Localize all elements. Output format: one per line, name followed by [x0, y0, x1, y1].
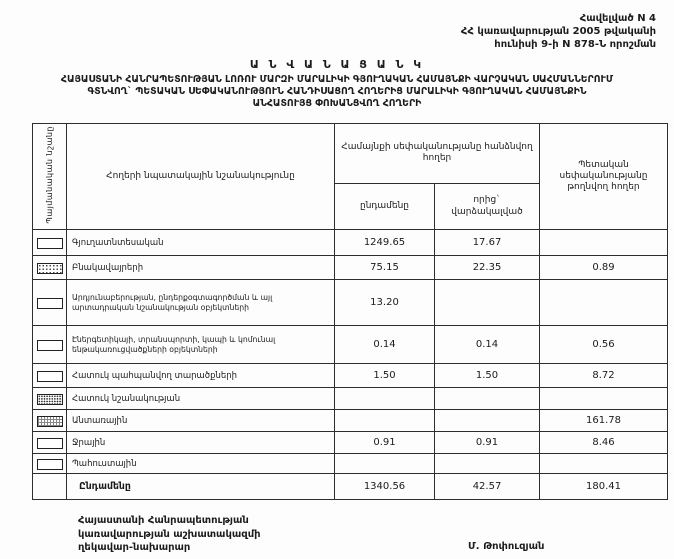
table-row [33, 432, 668, 454]
legend-swatch-icon [37, 298, 63, 309]
value-of-which: 22.35 [435, 256, 540, 280]
land-category-label: Ջրային [67, 432, 335, 454]
value-state: 0.56 [540, 326, 668, 364]
signatory-title-line-3: ղեկավար-նախարար [78, 542, 191, 554]
value-state: 8.46 [540, 432, 668, 454]
total-value-state: 180.41 [540, 474, 668, 500]
table-row [33, 256, 668, 280]
value-of-which [435, 454, 540, 474]
table-row [33, 280, 668, 326]
land-category-label: Բնակավայրերի [67, 256, 335, 280]
table-row [33, 410, 668, 432]
table-total-row [33, 474, 668, 500]
signature-block [78, 514, 666, 555]
value-total: 1249.65 [335, 230, 435, 256]
header-community-group: Համայնքի սեփականությանը հանձնվող հողեր [335, 123, 540, 183]
value-of-which [435, 280, 540, 326]
value-of-which: 17.67 [435, 230, 540, 256]
total-value-total: 1340.56 [335, 474, 435, 500]
value-total [335, 454, 435, 474]
appendix-reference [8, 12, 666, 51]
appendix-line-3: հունիսի 9-ի N 878-Ն որոշման [494, 39, 656, 50]
value-state: 8.72 [540, 364, 668, 388]
header-purpose: Հողերի նպատակային նշանակությունը [67, 123, 335, 230]
header-total: ընդամենը [335, 183, 435, 230]
table-row [33, 230, 668, 256]
value-of-which [435, 410, 540, 432]
value-of-which: 0.14 [435, 326, 540, 364]
total-label: Ընդամենը [67, 474, 335, 500]
legend-swatch-icon [37, 263, 63, 274]
total-value-of-which: 42.57 [435, 474, 540, 500]
header-state-lands: Պետական սեփականությանը թողնվող հողեր [540, 123, 668, 230]
value-total [335, 410, 435, 432]
value-state: 0.89 [540, 256, 668, 280]
legend-swatch-icon [37, 438, 63, 449]
legend-swatch-icon [37, 371, 63, 382]
value-state [540, 280, 668, 326]
land-category-label: Պահուստային [67, 454, 335, 474]
value-total [335, 388, 435, 410]
legend-swatch-icon [37, 416, 63, 427]
value-total: 0.14 [335, 326, 435, 364]
title-line-1: ՀԱՅԱՍՏԱՆԻ ՀԱՆՐԱՊԵՏՈՒԹՅԱՆ ԼՈՌՈՒ ՄԱՐԶԻ ՄԱՐԱԼԻԿԻ ԳՅՈՒՂԱԿԱՆ ՀԱՄԱՅՆՔԻ ՎԱՐՉԱԿԱՆ ՍԱՀՄԱՆՆԵՐՈՒՄ [60, 74, 614, 86]
title-line-3: ԱՆՀԱՏՈՒՅՑ ՓՈԽԱՆՑՎՈՂ ՀՈՂԵՐԻ [252, 98, 422, 110]
legend-swatch-icon [37, 394, 63, 405]
value-state: 161.78 [540, 410, 668, 432]
appendix-line-2: ՀՀ կառավարության 2005 թվականի [460, 26, 656, 37]
appendix-line-1: Հավելված N 4 [579, 13, 656, 24]
land-category-label: Գյուղատնտեսական [67, 230, 335, 256]
land-transfer-table [32, 123, 668, 501]
header-of-which: որից` վարձակալված [435, 183, 540, 230]
land-category-label: Էներգետիկայի, տրանսպորտի, կապի և կոմունալ ենթակառուցվածքների օբյեկտների [67, 326, 335, 364]
title-line-2: ԳՏՆՎՈՂ` ՊԵՏԱԿԱՆ ՍԵՓԱԿԱՆՈՒԹՅՈՒՆ ՀԱՆԴԻՍԱՑՈՂ ՀՈՂԵՐԻՑ ՄԱՐԱԼԻԿԻ ԳՅՈՒՂԱԿԱՆ ՀԱՄԱՅՆՔԻՆ [87, 86, 587, 98]
document-title [8, 58, 666, 111]
value-state [540, 388, 668, 410]
header-symbol-label: Պայմանական նշանը [44, 125, 54, 224]
signatory-title-line-1: Հայաստանի Հանրապետության [78, 515, 249, 527]
legend-swatch-icon [37, 238, 63, 249]
value-state [540, 454, 668, 474]
land-category-label: Հատուկ պահպանվող տարածքների [67, 364, 335, 388]
value-of-which: 0.91 [435, 432, 540, 454]
table-row [33, 454, 668, 474]
table-row [33, 388, 668, 410]
land-category-label: Արդյունաբերության, ընդերքօգտագործման և այլ արտադրական նշանակության օբյեկտների [67, 280, 335, 326]
value-total: 75.15 [335, 256, 435, 280]
land-category-label: Անտառային [67, 410, 335, 432]
title-heading: Ա Ն Վ Ա Ն Ա Ց Ա Ն Կ [249, 58, 425, 71]
value-of-which: 1.50 [435, 364, 540, 388]
value-state [540, 230, 668, 256]
table-row [33, 326, 668, 364]
legend-swatch-icon [37, 459, 63, 470]
signatory-title [78, 514, 378, 555]
value-of-which [435, 388, 540, 410]
value-total: 1.50 [335, 364, 435, 388]
header-symbol-cell [33, 123, 67, 230]
signatory-title-line-2: կառավարության աշխատակազմի [78, 528, 261, 540]
signatory-name: Մ. Թոփուզյան [468, 541, 545, 553]
value-total: 0.91 [335, 432, 435, 454]
legend-swatch-icon [37, 340, 63, 351]
table-row [33, 364, 668, 388]
land-category-label: Հատուկ նշանակության [67, 388, 335, 410]
value-total: 13.20 [335, 280, 435, 326]
